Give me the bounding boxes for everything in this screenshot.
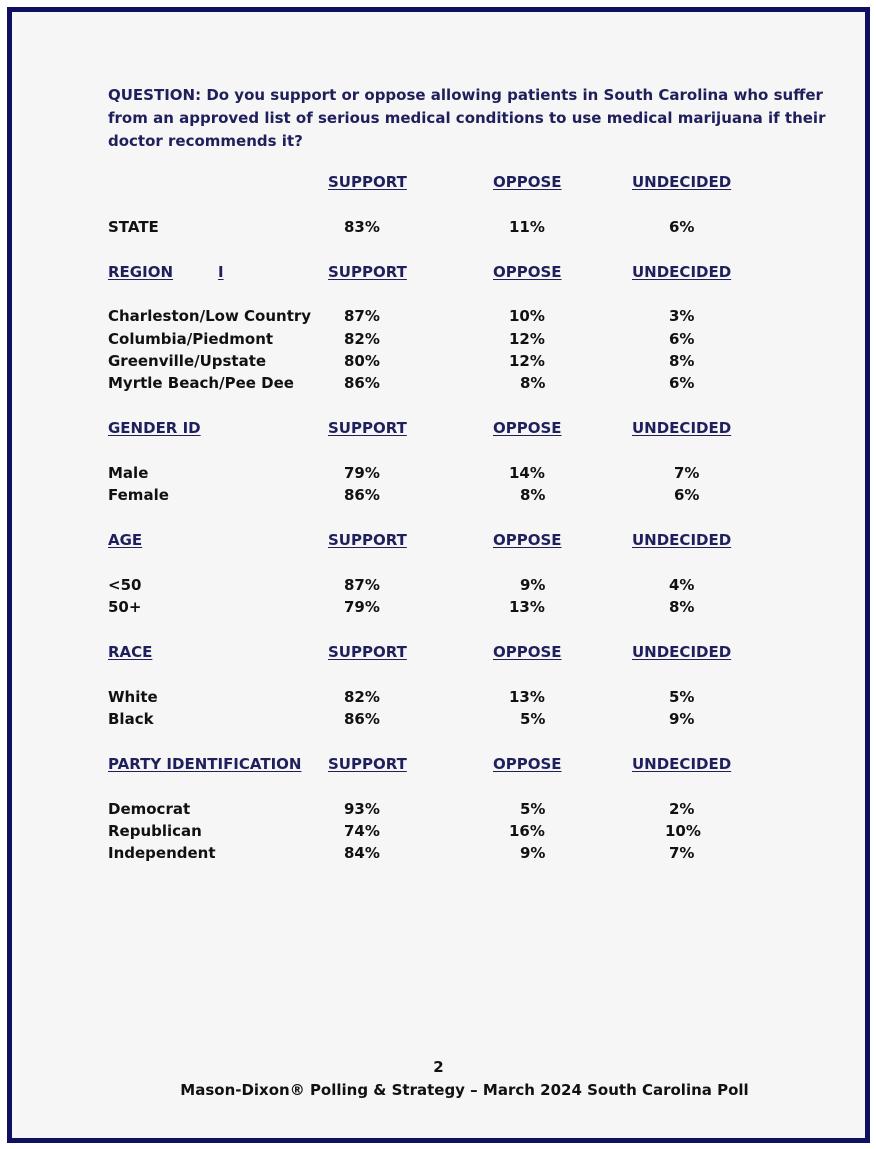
- region-marker: I: [218, 263, 224, 281]
- table-row-support: 80%: [344, 352, 380, 370]
- table-row-label: Greenville/Upstate: [108, 352, 267, 370]
- table-row-support: 87%: [344, 576, 380, 594]
- table-row-label: Democrat: [108, 800, 191, 818]
- table-row-oppose: 10%: [509, 307, 545, 325]
- table-row-support: 74%: [344, 822, 380, 840]
- table-row-oppose: 12%: [509, 330, 545, 348]
- table-row-support: 79%: [344, 464, 380, 482]
- table-row-support: 86%: [344, 486, 380, 504]
- table-row-undecided: 5%: [669, 688, 695, 706]
- table-row-label: Female: [108, 486, 169, 504]
- party-title: PARTY IDENTIFICATION: [108, 755, 302, 773]
- table-row-undecided: 3%: [669, 307, 695, 325]
- footer-credit: Mason-Dixon® Polling & Strategy – March 2024 South Carolina Poll: [180, 1081, 749, 1099]
- table-row-oppose: 14%: [509, 464, 545, 482]
- table-row-undecided: 4%: [669, 576, 695, 594]
- header-support: SUPPORT: [328, 173, 407, 191]
- state-undecided: 6%: [669, 218, 695, 236]
- table-row-label: Male: [108, 464, 149, 482]
- table-row-undecided: 8%: [669, 598, 695, 616]
- table-row-undecided: 6%: [669, 330, 695, 348]
- gender-title: GENDER ID: [108, 419, 201, 437]
- page-number: 2: [433, 1058, 444, 1076]
- table-row-support: 79%: [344, 598, 380, 616]
- state-oppose: 11%: [509, 218, 545, 236]
- table-row-oppose: 8%: [520, 374, 546, 392]
- region-header-oppose: OPPOSE: [493, 263, 562, 281]
- age-header-oppose: OPPOSE: [493, 531, 562, 549]
- table-row-support: 93%: [344, 800, 380, 818]
- table-row-oppose: 5%: [520, 710, 546, 728]
- table-row-oppose: 9%: [520, 576, 546, 594]
- table-row-label: Black: [108, 710, 154, 728]
- header-undecided: UNDECIDED: [632, 173, 732, 191]
- race-header-support: SUPPORT: [328, 643, 407, 661]
- table-row-oppose: 9%: [520, 844, 546, 862]
- gender-header-oppose: OPPOSE: [493, 419, 562, 437]
- race-title: RACE: [108, 643, 153, 661]
- table-row-label: Independent: [108, 844, 216, 862]
- table-row-oppose: 5%: [520, 800, 546, 818]
- table-row-oppose: 8%: [520, 486, 546, 504]
- state-support: 83%: [344, 218, 380, 236]
- age-header-undecided: UNDECIDED: [632, 531, 732, 549]
- party-header-oppose: OPPOSE: [493, 755, 562, 773]
- table-row-support: 84%: [344, 844, 380, 862]
- age-title: AGE: [108, 531, 143, 549]
- header-oppose: OPPOSE: [493, 173, 562, 191]
- table-row-label: Myrtle Beach/Pee Dee: [108, 374, 294, 392]
- gender-header-undecided: UNDECIDED: [632, 419, 732, 437]
- table-row-oppose: 13%: [509, 598, 545, 616]
- table-row-label: Republican: [108, 822, 202, 840]
- table-row-undecided: 9%: [669, 710, 695, 728]
- region-header-support: SUPPORT: [328, 263, 407, 281]
- table-row-label: <50: [108, 576, 142, 594]
- table-row-oppose: 16%: [509, 822, 545, 840]
- table-row-label: Charleston/Low Country: [108, 307, 312, 325]
- race-header-oppose: OPPOSE: [493, 643, 562, 661]
- question-text: QUESTION: Do you support or oppose allowing patients in South Carolina who suffer from an approved list of serious medical conditions to use medical marijuana if their doctor recommends it?: [108, 86, 826, 150]
- table-row-support: 82%: [344, 688, 380, 706]
- table-row-support: 82%: [344, 330, 380, 348]
- region-title: REGION: [108, 263, 173, 281]
- table-row-label: White: [108, 688, 158, 706]
- table-row-oppose: 12%: [509, 352, 545, 370]
- page: [7, 7, 870, 1143]
- table-row-support: 86%: [344, 710, 380, 728]
- table-row-undecided: 7%: [674, 464, 700, 482]
- table-row-undecided: 6%: [669, 374, 695, 392]
- table-row-oppose: 13%: [509, 688, 545, 706]
- party-header-undecided: UNDECIDED: [632, 755, 732, 773]
- table-row-support: 86%: [344, 374, 380, 392]
- party-header-support: SUPPORT: [328, 755, 407, 773]
- region-header-undecided: UNDECIDED: [632, 263, 732, 281]
- race-header-undecided: UNDECIDED: [632, 643, 732, 661]
- state-label: STATE: [108, 218, 159, 236]
- table-row-undecided: 6%: [674, 486, 700, 504]
- table-row-support: 87%: [344, 307, 380, 325]
- age-header-support: SUPPORT: [328, 531, 407, 549]
- table-row-undecided: 7%: [669, 844, 695, 862]
- gender-header-support: SUPPORT: [328, 419, 407, 437]
- table-row-undecided: 8%: [669, 352, 695, 370]
- table-row-undecided: 2%: [669, 800, 695, 818]
- table-row-label: 50+: [108, 598, 142, 616]
- table-row-label: Columbia/Piedmont: [108, 330, 274, 348]
- table-row-undecided: 10%: [665, 822, 701, 840]
